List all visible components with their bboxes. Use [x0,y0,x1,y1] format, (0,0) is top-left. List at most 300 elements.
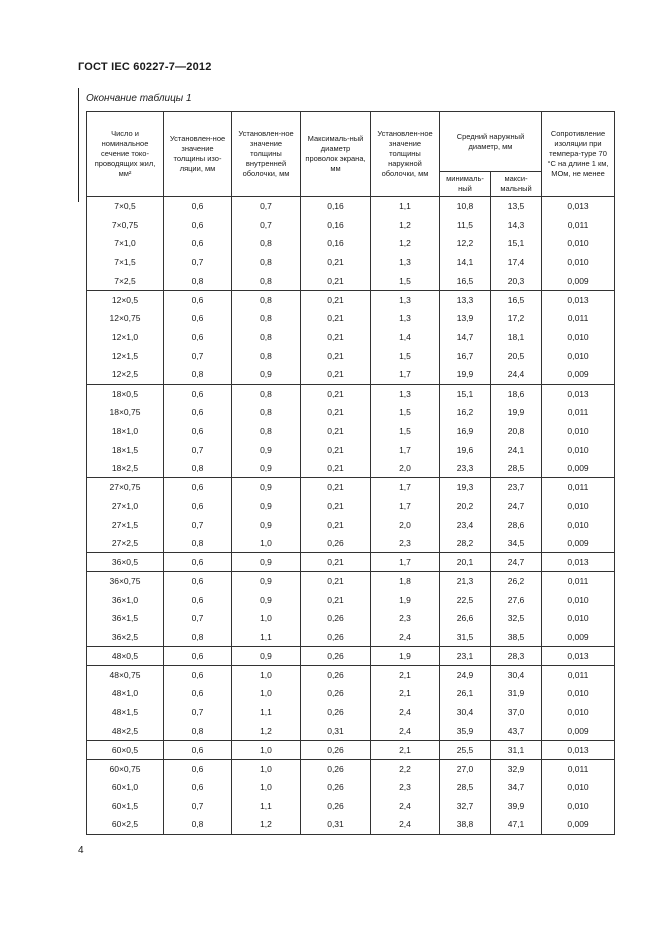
cell-outer-sheath: 2,2 [371,759,440,778]
cell-inner-sheath: 1,1 [232,797,301,816]
cell-od-min: 20,1 [440,553,491,572]
cell-insulation: 0,8 [164,459,232,478]
table-row [87,197,615,216]
cell-screen-wire: 0,26 [301,534,371,553]
cell-resistance: 0,010 [542,347,615,366]
cell-screen-wire: 0,21 [301,365,371,384]
table-header [87,112,615,197]
cell-outer-sheath: 2,3 [371,534,440,553]
cell-od-min: 23,1 [440,647,491,666]
cell-outer-sheath: 1,5 [371,347,440,366]
cell-insulation: 0,6 [164,497,232,516]
cell-section: 27×1,0 [87,497,164,516]
cell-inner-sheath: 0,8 [232,347,301,366]
cell-resistance: 0,013 [542,647,615,666]
cell-section: 36×0,5 [87,553,164,572]
cell-section: 12×0,5 [87,290,164,309]
cell-resistance: 0,013 [542,740,615,759]
table-row [87,740,615,759]
table-row [87,422,615,441]
cell-section: 48×1,0 [87,684,164,703]
cell-screen-wire: 0,21 [301,440,371,459]
cell-inner-sheath: 0,8 [232,272,301,291]
cell-od-min: 35,9 [440,722,491,741]
cell-insulation: 0,6 [164,422,232,441]
table-row [87,778,615,797]
table-row [87,815,615,834]
cell-od-min: 26,1 [440,684,491,703]
cell-outer-sheath: 2,3 [371,778,440,797]
cell-resistance: 0,013 [542,290,615,309]
cell-insulation: 0,7 [164,440,232,459]
cell-od-max: 17,2 [491,309,542,328]
cell-screen-wire: 0,31 [301,815,371,834]
cell-inner-sheath: 0,9 [232,515,301,534]
table-body [87,197,615,835]
cell-inner-sheath: 0,9 [232,553,301,572]
cell-outer-sheath: 2,4 [371,815,440,834]
cell-outer-sheath: 1,2 [371,234,440,253]
cell-od-max: 19,9 [491,403,542,422]
cell-od-max: 47,1 [491,815,542,834]
cell-od-min: 31,5 [440,628,491,647]
cell-insulation: 0,8 [164,722,232,741]
cell-od-max: 20,8 [491,422,542,441]
cell-inner-sheath: 0,7 [232,215,301,234]
cell-insulation: 0,6 [164,647,232,666]
cell-section: 27×2,5 [87,534,164,553]
cell-section: 12×2,5 [87,365,164,384]
cell-inner-sheath: 0,8 [232,422,301,441]
cell-insulation: 0,6 [164,215,232,234]
cell-resistance: 0,009 [542,459,615,478]
table-row [87,497,615,516]
cell-od-min: 13,9 [440,309,491,328]
cell-od-max: 43,7 [491,722,542,741]
cell-inner-sheath: 0,9 [232,478,301,497]
cell-section: 18×0,75 [87,403,164,422]
cell-section: 60×0,75 [87,759,164,778]
col-header-resistance: Сопротивление изоляции при темпера-туре 70 °С на длине 1 км, МОм, не менее [542,112,615,197]
cell-od-min: 14,7 [440,328,491,347]
cell-insulation: 0,6 [164,572,232,591]
cell-section: 48×2,5 [87,722,164,741]
cell-screen-wire: 0,16 [301,215,371,234]
cell-screen-wire: 0,21 [301,328,371,347]
cell-inner-sheath: 0,9 [232,572,301,591]
cell-outer-sheath: 2,3 [371,609,440,628]
cell-section: 7×0,75 [87,215,164,234]
cell-section: 27×1,5 [87,515,164,534]
cell-od-min: 25,5 [440,740,491,759]
cell-od-min: 32,7 [440,797,491,816]
cell-od-max: 39,9 [491,797,542,816]
cell-insulation: 0,6 [164,665,232,684]
table-row [87,572,615,591]
cell-insulation: 0,6 [164,234,232,253]
cell-insulation: 0,7 [164,797,232,816]
cell-outer-sheath: 1,7 [371,365,440,384]
cell-screen-wire: 0,31 [301,722,371,741]
cell-inner-sheath: 0,8 [232,328,301,347]
cell-section: 12×0,75 [87,309,164,328]
col-header-section: Число и номинальное сечение токо-проводящих жил, мм² [87,112,164,197]
cell-insulation: 0,6 [164,759,232,778]
cell-od-max: 27,6 [491,590,542,609]
cell-od-max: 23,7 [491,478,542,497]
cell-insulation: 0,7 [164,609,232,628]
cell-screen-wire: 0,21 [301,347,371,366]
cell-screen-wire: 0,26 [301,703,371,722]
cell-inner-sheath: 0,9 [232,590,301,609]
table-row [87,684,615,703]
cell-insulation: 0,7 [164,253,232,272]
cell-od-min: 19,3 [440,478,491,497]
cell-insulation: 0,6 [164,778,232,797]
cell-resistance: 0,009 [542,272,615,291]
cell-od-max: 28,3 [491,647,542,666]
table-row [87,665,615,684]
cell-resistance: 0,011 [542,759,615,778]
cell-section: 36×1,5 [87,609,164,628]
cell-inner-sheath: 0,8 [232,309,301,328]
cell-od-max: 37,0 [491,703,542,722]
table-row [87,590,615,609]
document-header: ГОСТ IEC 60227-7—2012 [78,61,212,73]
cell-od-max: 31,9 [491,684,542,703]
cell-section: 48×1,5 [87,703,164,722]
cell-od-min: 23,4 [440,515,491,534]
cell-od-max: 17,4 [491,253,542,272]
cell-od-min: 21,3 [440,572,491,591]
margin-rule [78,88,79,202]
cell-resistance: 0,011 [542,215,615,234]
cell-insulation: 0,6 [164,309,232,328]
cell-screen-wire: 0,21 [301,422,371,441]
cell-outer-sheath: 1,7 [371,478,440,497]
cell-outer-sheath: 2,1 [371,740,440,759]
cell-resistance: 0,011 [542,572,615,591]
cell-section: 12×1,0 [87,328,164,347]
cell-od-min: 12,2 [440,234,491,253]
cell-inner-sheath: 0,9 [232,365,301,384]
cell-od-max: 28,6 [491,515,542,534]
cell-section: 18×1,0 [87,422,164,441]
cell-inner-sheath: 0,8 [232,290,301,309]
table-row [87,478,615,497]
cell-screen-wire: 0,21 [301,590,371,609]
cell-od-max: 34,5 [491,534,542,553]
cell-inner-sheath: 0,9 [232,647,301,666]
table-row [87,384,615,403]
cell-od-min: 19,6 [440,440,491,459]
cell-screen-wire: 0,21 [301,478,371,497]
cell-insulation: 0,6 [164,590,232,609]
cell-section: 7×1,5 [87,253,164,272]
cell-od-max: 26,2 [491,572,542,591]
cell-od-max: 24,4 [491,365,542,384]
cell-resistance: 0,011 [542,403,615,422]
cell-resistance: 0,010 [542,778,615,797]
cell-od-max: 14,3 [491,215,542,234]
col-header-screen-wire: Максималь-ный диаметр проволок экрана, мм [301,112,371,197]
cell-outer-sheath: 2,1 [371,684,440,703]
cell-screen-wire: 0,21 [301,384,371,403]
cell-od-max: 24,7 [491,553,542,572]
cell-screen-wire: 0,21 [301,253,371,272]
cell-od-max: 30,4 [491,665,542,684]
cell-outer-sheath: 1,9 [371,590,440,609]
cell-od-min: 10,8 [440,197,491,216]
cell-screen-wire: 0,21 [301,497,371,516]
cell-od-max: 28,5 [491,459,542,478]
cell-od-min: 22,5 [440,590,491,609]
cell-od-min: 13,3 [440,290,491,309]
cell-screen-wire: 0,16 [301,197,371,216]
cell-section: 7×2,5 [87,272,164,291]
cell-insulation: 0,6 [164,384,232,403]
cell-section: 36×1,0 [87,590,164,609]
cell-screen-wire: 0,21 [301,572,371,591]
cell-outer-sheath: 1,2 [371,215,440,234]
cell-outer-sheath: 2,4 [371,703,440,722]
table-row [87,290,615,309]
cell-screen-wire: 0,16 [301,234,371,253]
cell-resistance: 0,010 [542,422,615,441]
cell-od-max: 24,7 [491,497,542,516]
cell-inner-sheath: 1,0 [232,778,301,797]
table-row [87,647,615,666]
cell-od-min: 24,9 [440,665,491,684]
cell-outer-sheath: 1,3 [371,309,440,328]
cell-inner-sheath: 1,2 [232,722,301,741]
cell-outer-sheath: 1,4 [371,328,440,347]
cell-outer-sheath: 1,9 [371,647,440,666]
cell-inner-sheath: 1,2 [232,815,301,834]
table-row [87,515,615,534]
cell-inner-sheath: 1,0 [232,740,301,759]
cell-resistance: 0,010 [542,797,615,816]
cell-outer-sheath: 2,4 [371,722,440,741]
cell-od-max: 24,1 [491,440,542,459]
cell-insulation: 0,6 [164,328,232,347]
cell-od-min: 23,3 [440,459,491,478]
table-row [87,272,615,291]
cell-od-min: 27,0 [440,759,491,778]
cable-spec-table [86,111,615,835]
cell-insulation: 0,8 [164,534,232,553]
table-row [87,797,615,816]
cell-screen-wire: 0,21 [301,459,371,478]
cell-od-max: 15,1 [491,234,542,253]
table-row [87,459,615,478]
cell-screen-wire: 0,26 [301,665,371,684]
cell-section: 60×2,5 [87,815,164,834]
cell-inner-sheath: 0,8 [232,234,301,253]
cell-insulation: 0,6 [164,197,232,216]
table-row [87,553,615,572]
cell-resistance: 0,011 [542,665,615,684]
cell-screen-wire: 0,26 [301,628,371,647]
cell-outer-sheath: 1,5 [371,422,440,441]
cell-od-max: 13,5 [491,197,542,216]
cell-section: 60×1,0 [87,778,164,797]
cell-screen-wire: 0,21 [301,309,371,328]
cell-resistance: 0,010 [542,515,615,534]
cell-od-min: 11,5 [440,215,491,234]
cell-outer-sheath: 1,5 [371,272,440,291]
table-row [87,253,615,272]
cell-inner-sheath: 0,8 [232,384,301,403]
cell-section: 12×1,5 [87,347,164,366]
table-row [87,722,615,741]
cell-inner-sheath: 1,0 [232,534,301,553]
cell-screen-wire: 0,26 [301,778,371,797]
table-row [87,440,615,459]
cell-outer-sheath: 2,0 [371,459,440,478]
cell-section: 7×0,5 [87,197,164,216]
table-row [87,534,615,553]
cell-resistance: 0,010 [542,497,615,516]
cell-od-min: 15,1 [440,384,491,403]
cell-inner-sheath: 1,0 [232,665,301,684]
cell-resistance: 0,010 [542,234,615,253]
cell-inner-sheath: 0,9 [232,459,301,478]
col-header-inner-sheath: Установлен-ное значение толщины внутренней оболочки, мм [232,112,301,197]
cell-insulation: 0,6 [164,403,232,422]
cell-resistance: 0,010 [542,609,615,628]
cell-od-min: 14,1 [440,253,491,272]
cell-od-min: 26,6 [440,609,491,628]
cell-od-max: 32,9 [491,759,542,778]
cell-insulation: 0,6 [164,478,232,497]
cell-section: 60×0,5 [87,740,164,759]
cell-inner-sheath: 0,8 [232,403,301,422]
table-row [87,215,615,234]
cell-inner-sheath: 1,0 [232,609,301,628]
cell-resistance: 0,010 [542,440,615,459]
cell-resistance: 0,013 [542,197,615,216]
cell-insulation: 0,8 [164,628,232,647]
col-header-insulation: Установлен-ное значение толщины изо-ляции, мм [164,112,232,197]
col-header-outer-sheath: Установлен-ное значение толщины наружной оболочки, мм [371,112,440,197]
cell-insulation: 0,7 [164,347,232,366]
cell-screen-wire: 0,21 [301,515,371,534]
cell-inner-sheath: 0,8 [232,253,301,272]
cell-resistance: 0,013 [542,553,615,572]
cell-resistance: 0,009 [542,365,615,384]
cell-resistance: 0,009 [542,815,615,834]
cell-inner-sheath: 1,0 [232,759,301,778]
cell-od-max: 32,5 [491,609,542,628]
cell-insulation: 0,7 [164,515,232,534]
cell-outer-sheath: 1,7 [371,553,440,572]
table-row [87,759,615,778]
cell-resistance: 0,011 [542,309,615,328]
cell-od-min: 38,8 [440,815,491,834]
table-row [87,309,615,328]
cell-od-max: 38,5 [491,628,542,647]
cell-insulation: 0,6 [164,740,232,759]
cell-outer-sheath: 1,7 [371,440,440,459]
cell-outer-sheath: 2,1 [371,665,440,684]
table-row [87,628,615,647]
cell-od-min: 16,5 [440,272,491,291]
cell-od-max: 31,1 [491,740,542,759]
cell-resistance: 0,009 [542,722,615,741]
cell-section: 27×0,75 [87,478,164,497]
cell-insulation: 0,6 [164,290,232,309]
col-header-od-max: макси-мальный [491,172,542,197]
cell-screen-wire: 0,21 [301,272,371,291]
cell-outer-sheath: 2,0 [371,515,440,534]
table-row [87,328,615,347]
cell-outer-sheath: 1,5 [371,403,440,422]
cell-od-max: 18,6 [491,384,542,403]
cell-outer-sheath: 1,3 [371,384,440,403]
cell-inner-sheath: 1,1 [232,703,301,722]
cell-section: 18×1,5 [87,440,164,459]
cell-outer-sheath: 1,3 [371,253,440,272]
cell-resistance: 0,013 [542,384,615,403]
cell-section: 48×0,5 [87,647,164,666]
cell-od-max: 20,5 [491,347,542,366]
cell-resistance: 0,009 [542,628,615,647]
table-row [87,609,615,628]
table-row [87,347,615,366]
cell-od-min: 19,9 [440,365,491,384]
col-header-outer-diameter: Средний наружный диаметр, мм [440,112,542,172]
cell-od-max: 18,1 [491,328,542,347]
page-number: 4 [78,845,84,856]
cell-od-min: 16,7 [440,347,491,366]
cell-inner-sheath: 0,9 [232,497,301,516]
cell-od-min: 30,4 [440,703,491,722]
cell-outer-sheath: 1,8 [371,572,440,591]
cell-od-min: 16,9 [440,422,491,441]
cell-inner-sheath: 1,0 [232,684,301,703]
cell-section: 48×0,75 [87,665,164,684]
col-header-od-min: минималь-ный [440,172,491,197]
cell-section: 18×2,5 [87,459,164,478]
cell-resistance: 0,010 [542,590,615,609]
cell-inner-sheath: 0,7 [232,197,301,216]
cell-insulation: 0,6 [164,553,232,572]
table-row [87,365,615,384]
cell-insulation: 0,7 [164,703,232,722]
cell-screen-wire: 0,21 [301,290,371,309]
cell-inner-sheath: 0,9 [232,440,301,459]
cell-screen-wire: 0,26 [301,797,371,816]
table-row [87,403,615,422]
cell-od-min: 28,2 [440,534,491,553]
cell-od-max: 16,5 [491,290,542,309]
table-row [87,234,615,253]
cell-resistance: 0,009 [542,534,615,553]
cell-resistance: 0,010 [542,684,615,703]
cell-screen-wire: 0,21 [301,553,371,572]
cell-screen-wire: 0,21 [301,403,371,422]
cell-section: 7×1,0 [87,234,164,253]
cell-insulation: 0,8 [164,815,232,834]
cell-screen-wire: 0,26 [301,647,371,666]
cell-inner-sheath: 1,1 [232,628,301,647]
cell-resistance: 0,010 [542,328,615,347]
cell-screen-wire: 0,26 [301,740,371,759]
cell-outer-sheath: 1,7 [371,497,440,516]
table-row [87,703,615,722]
cell-outer-sheath: 1,1 [371,197,440,216]
